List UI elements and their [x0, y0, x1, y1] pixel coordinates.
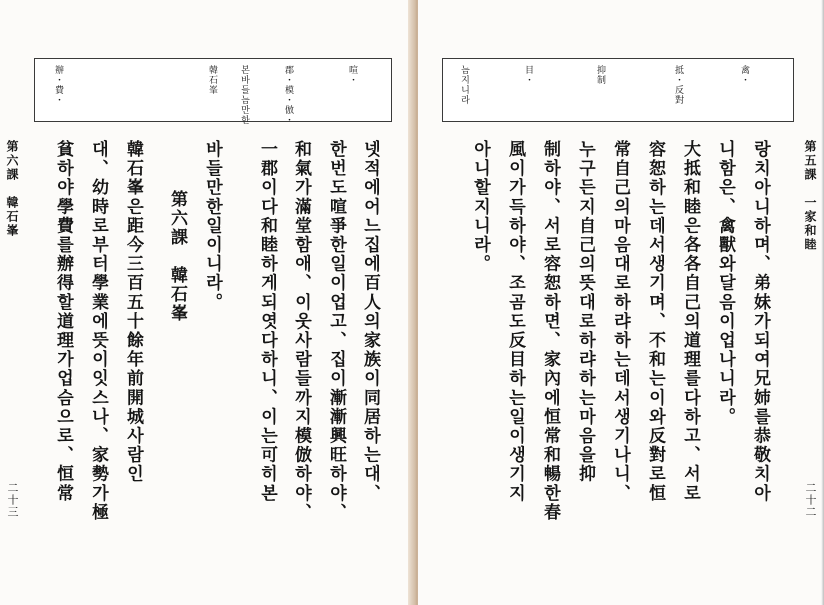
gloss-box: [34, 58, 392, 125]
text-column: 대、幼時로부터學業에뜻이잇스나、家勢가極: [88, 140, 108, 522]
gloss-note: 韓石峯: [207, 65, 217, 95]
text-column: 制하야、서로容恕하면、家內에恒常和暢한春: [540, 140, 560, 522]
text-column: 和氣가滿堂함애、이웃사람들까지模倣하야、: [291, 140, 311, 522]
gloss-note: 目・: [523, 65, 533, 85]
text-column: 韓石峯은距今三百五十餘年前開城사람인: [123, 140, 143, 484]
right-page: [418, 0, 824, 605]
text-column: 넷적에어느집에百人의家族이同居하는대、: [360, 140, 380, 503]
gloss-box: [442, 58, 794, 122]
page-number: 二十二: [804, 482, 817, 518]
gloss-note: 禽・: [739, 65, 749, 85]
text-column: 貧하야學費를辦得할道理가업슴으로、恒常: [53, 140, 73, 503]
gloss-note: 본바들늠만한: [239, 65, 249, 125]
gloss-note: 늠지니라: [459, 65, 469, 105]
gloss-note: 抑制: [595, 65, 605, 85]
text-column: 랑치아니하며、弟妹가되여兄姉를恭敬치아: [750, 140, 770, 503]
text-column: 大抵和睦은各各自己의道理를다하고、서로: [680, 140, 700, 503]
running-head: 第六課 韓石峯: [5, 140, 19, 238]
gloss-note: 辦・費・: [53, 65, 63, 105]
text-column: 바들만한일이니라。: [202, 140, 222, 312]
gloss-note: 喧・: [347, 65, 357, 85]
text-column: 容恕하는데서생기며、不和는이와反對로恒: [645, 140, 665, 503]
lesson-title: 第六課 韓石峯: [167, 190, 187, 323]
page-number: 二十三: [6, 482, 19, 518]
gloss-note: 抵・反對: [673, 65, 683, 105]
text-column: 一郡이다和睦하게되엿다하니、이는可히본: [257, 140, 277, 503]
text-column: 니함은、禽獸와달음이업나니라。: [715, 140, 735, 427]
running-head: 第五課 一家和睦: [803, 140, 817, 252]
text-column: 누구든지自己의뜻대로하랴하는마음을抑: [575, 140, 595, 484]
gloss-note: 郡・模・倣・: [283, 65, 293, 125]
text-column: 常自己의마음대로하랴하는데서생기나니、: [610, 140, 630, 503]
text-column: 한번도喧爭한일이업고、집이漸漸興旺하야、: [326, 140, 346, 522]
text-column: 아니할지니라。: [470, 140, 490, 274]
text-column: 風이가득하야、조곰도反目하는일이생기지: [505, 140, 525, 503]
